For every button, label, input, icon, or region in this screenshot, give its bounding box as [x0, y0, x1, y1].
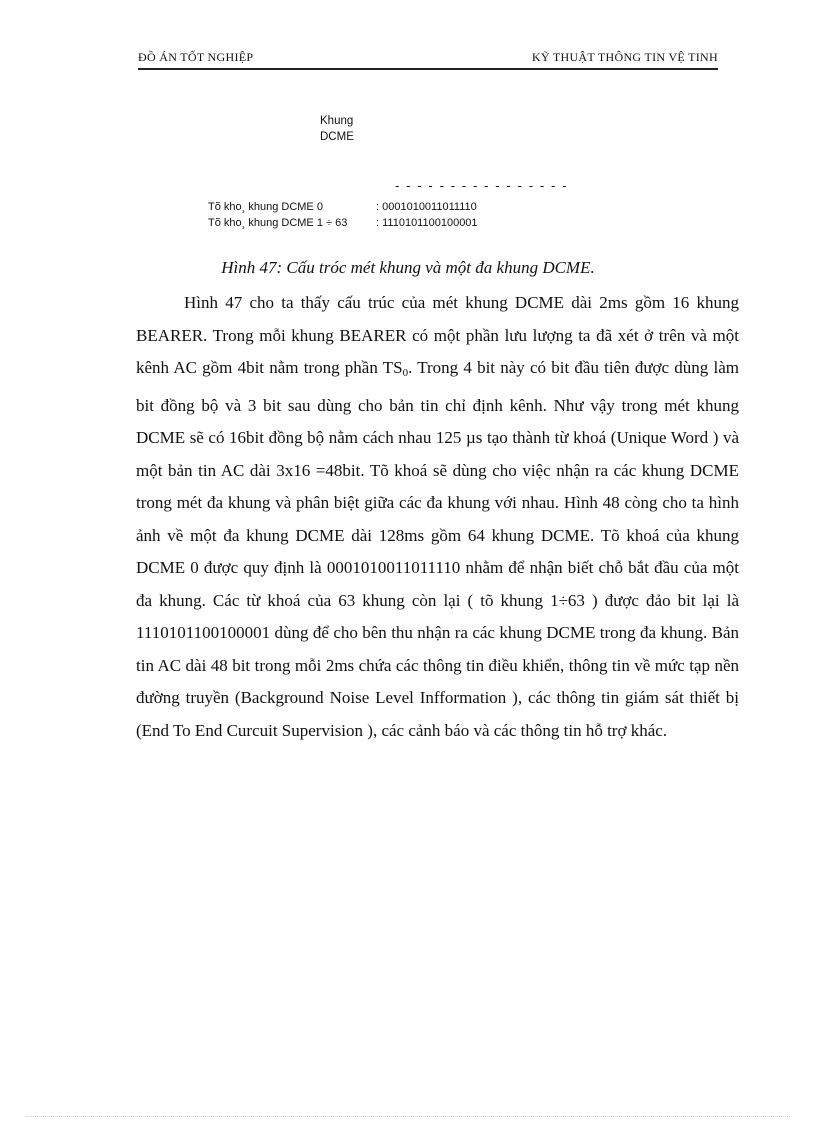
figure-frame-label — [320, 113, 354, 145]
header-rule — [138, 68, 718, 70]
paragraph-part2: . Trong 4 bit này có bit đầu tiên được dùng làm bit đồng bộ và 3 bit sau dùng cho bản tin chỉ định kênh. Như vậy trong mét khung DCME sẽ có 16bit đồng bộ nằm cách nhau 125 µs tạo thành từ khoá (Unique Word ) và một bản tin AC dài 3x16 =48bit. Tõ khoá sẽ dùng cho việc nhận ra các khung DCME trong mét đa khung và phân biệt giữa các đa khung với nhau. Hình 48 còng cho ta hình ảnh về một đa khung DCME dài 128ms gồm 64 khung DCME. Tõ khoá của khung DCME 0 được quy định là 0001010011011110 nhằm để nhận biết chỗ bắt đầu của một đa khung. Các từ khoá của 63 khung còn lại ( tõ khung 1÷63 ) được đảo bit lại là 1110101100100001 dùng để cho bên thu nhận ra các khung DCME trong đa khung. Bản tin AC dài 48 bit trong mỗi 2ms chứa các thông tin điều khiển, thông tin về mức tạp nền đường truyền (Background Noise Level Infformation ), các thông tin giám sát thiết bị (End To End Curcuit Supervision ), các cảnh báo và các thông tin hỗ trợ khác. — [136, 358, 740, 740]
body-text — [136, 287, 739, 747]
figure-label-line2: DCME — [320, 131, 354, 143]
figure-dash-line: - - - - - - - - - - - - - - - - — [395, 178, 569, 193]
unique-word-key: Tõ kho¸ khung DCME 0 — [208, 201, 323, 213]
figure-caption: Hình 47: Cấu tróc mét khung và một đa khung DCME. — [221, 258, 595, 277]
unique-word-key: Tõ kho¸ khung DCME 1 ÷ 63 — [208, 217, 348, 229]
body-paragraph — [136, 287, 739, 747]
subscript-zero: 0 — [402, 367, 409, 379]
page-header — [138, 50, 718, 68]
paragraph-part1: Hình 47 cho ta thấy cấu trúc của mét khung DCME dài 2ms gồm 16 khung BEARER. Trong mỗi khung BEARER có một phần lưu lượng ta đã xét ở trên và một kênh AC gồm 4bit nằm trong phần TS — [136, 293, 739, 377]
page-bottom-dotted-border — [26, 1116, 790, 1117]
header-left-title: ĐỒ ÁN TỐT NGHIỆP — [138, 50, 254, 64]
header-right-title: KỸ THUẬT THÔNG TIN VỆ TINH — [531, 50, 718, 64]
unique-word-value: : 0001010011011110 — [376, 201, 477, 213]
figure-label-line1: Khung — [320, 115, 354, 127]
unique-word-value: : 1110101100100001 — [376, 217, 478, 229]
